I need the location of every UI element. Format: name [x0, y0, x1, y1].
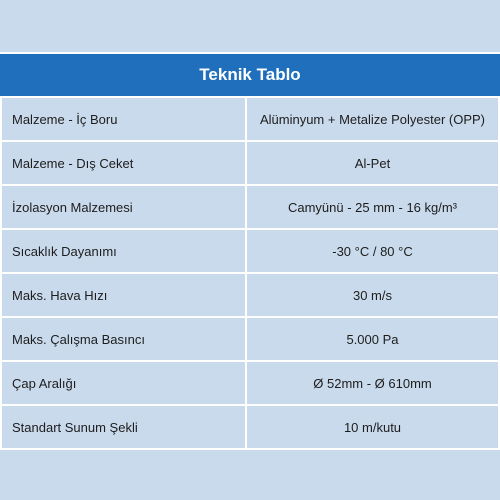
row-value: 30 m/s	[247, 274, 500, 316]
table-row	[0, 406, 500, 450]
row-value: 10 m/kutu	[247, 406, 500, 448]
table-row	[0, 274, 500, 318]
row-label: Malzeme - Dış Ceket	[0, 142, 247, 184]
row-value: Al-Pet	[247, 142, 500, 184]
row-label: İzolasyon Malzemesi	[0, 186, 247, 228]
row-value: Camyünü - 25 mm - 16 kg/m³	[247, 186, 500, 228]
row-value: Alüminyum + Metalize Polyester (OPP)	[247, 98, 500, 140]
table-title: Teknik Tablo	[0, 52, 500, 98]
row-value: 5.000 Pa	[247, 318, 500, 360]
row-label: Malzeme - İç Boru	[0, 98, 247, 140]
technical-table	[0, 52, 500, 450]
table-row	[0, 98, 500, 142]
table-row	[0, 142, 500, 186]
row-label: Maks. Hava Hızı	[0, 274, 247, 316]
row-value: -30 °C / 80 °C	[247, 230, 500, 272]
row-value: Ø 52mm - Ø 610mm	[247, 362, 500, 404]
row-label: Çap Aralığı	[0, 362, 247, 404]
table-row	[0, 230, 500, 274]
table-row	[0, 362, 500, 406]
table-row	[0, 186, 500, 230]
row-label: Sıcaklık Dayanımı	[0, 230, 247, 272]
row-label: Maks. Çalışma Basıncı	[0, 318, 247, 360]
table-row	[0, 318, 500, 362]
row-label: Standart Sunum Şekli	[0, 406, 247, 448]
